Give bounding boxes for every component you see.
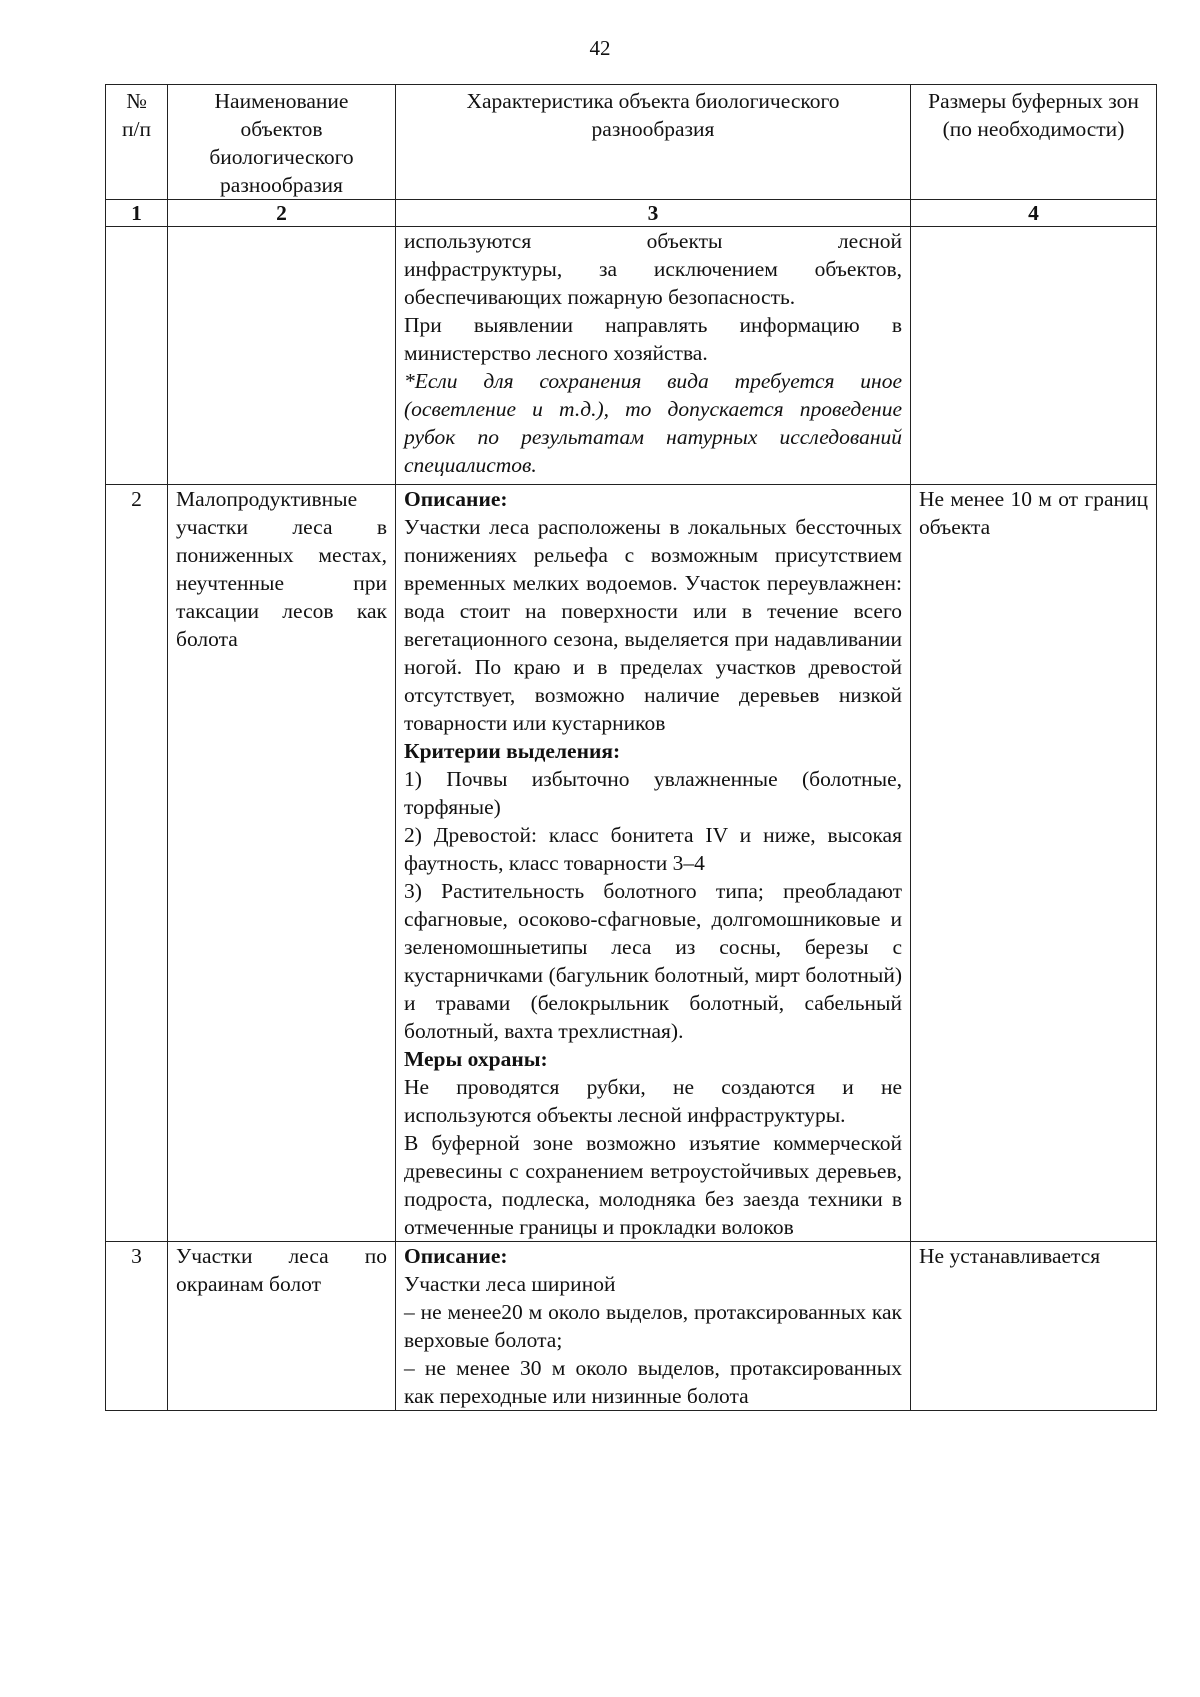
column-number: 1 bbox=[106, 200, 168, 227]
table-row-3 bbox=[106, 1242, 1157, 1411]
description-heading: Описание: bbox=[404, 1244, 508, 1268]
characteristics-cell bbox=[396, 485, 911, 1242]
criteria-heading: Критерии выделения: bbox=[404, 739, 621, 763]
table-row-2 bbox=[106, 485, 1157, 1242]
object-name: Участки леса по окраинам болот bbox=[168, 1242, 396, 1411]
continuation-line2: инфраструктуры, за исключением объектов, обеспечивающих пожарную безопасность. bbox=[404, 257, 902, 309]
header-object-name: Наименование объектов биологического разнообразия bbox=[168, 85, 396, 200]
characteristics-cell bbox=[396, 227, 911, 485]
measure-2: В буферной зоне возможно изъятие коммерческой древесины с сохранением ветроустойчивых деревьев, подроста, подлеска, молодняка без заезда техники в отмеченные границы и прокладки волоков bbox=[404, 1131, 902, 1239]
header-buffer-zones: Размеры буферных зон (по необходимости) bbox=[911, 85, 1157, 200]
description-line1: Участки леса шириной bbox=[404, 1272, 616, 1296]
table-row-continuation bbox=[106, 227, 1157, 485]
measures-heading: Меры охраны: bbox=[404, 1047, 548, 1071]
column-number: 2 bbox=[168, 200, 396, 227]
description-heading: Описание: bbox=[404, 487, 508, 511]
table-header-row bbox=[106, 85, 1157, 200]
header-number: № п/п bbox=[106, 85, 168, 200]
continuation-line1: используются объекты лесной bbox=[404, 229, 902, 253]
description-text: Участки леса расположены в локальных бессточных понижениях рельефа с возможным присутствием временных мелких водоемов. Участок переувлажнен: вода стоит на поверхности или в течение всего вегетационного сезона, выделяется при надавливании ногой. По краю и в пределах участков древостой отсутствует, возможно наличие деревьев низкой товарности или кустарников bbox=[404, 515, 902, 735]
column-number: 4 bbox=[911, 200, 1157, 227]
object-name-cell bbox=[168, 227, 396, 485]
continuation-para2: При выявлении направлять информацию в министерство лесного хозяйства. bbox=[404, 313, 902, 365]
biodiversity-table bbox=[105, 84, 1157, 1411]
description-item-2: – не менее 30 м около выделов, протаксированных как переходные или низинные болота bbox=[404, 1356, 902, 1408]
continuation-note: *Если для сохранения вида требуется иное (осветление и т.д.), то допускается проведение рубок по результатам натурных исследований специалистов. bbox=[404, 369, 902, 477]
buffer-cell bbox=[911, 227, 1157, 485]
measure-1: Не проводятся рубки, не создаются и не используются объекты лесной инфраструктуры. bbox=[404, 1075, 902, 1127]
object-name: Малопродуктивные участки леса в пониженных местах, неучтенные при таксации лесов как болота bbox=[168, 485, 396, 1242]
buffer-size: Не менее 10 м от границ объекта bbox=[911, 485, 1157, 1242]
header-characteristics: Характеристика объекта биологического разнообразия bbox=[396, 85, 911, 200]
criterion-3: 3) Растительность болотного типа; преобладают сфагновые, осоково-сфагновые, долгомошниковые и зеленомошныетипы леса из сосны, березы с кустарничками (багульник болотный, мирт болотный) и травами (белокрыльник болотный, сабельный болотный, вахта трехлистная). bbox=[404, 879, 902, 1043]
page-number: 42 bbox=[589, 36, 611, 60]
row-number: 2 bbox=[106, 485, 168, 1242]
column-number: 3 bbox=[396, 200, 911, 227]
buffer-size: Не устанавливается bbox=[911, 1242, 1157, 1411]
row-number-cell bbox=[106, 227, 168, 485]
characteristics-cell bbox=[396, 1242, 911, 1411]
description-item-1: – не менее20 м около выделов, протаксированных как верховые болота; bbox=[404, 1300, 902, 1352]
criterion-1: 1) Почвы избыточно увлажненные (болотные, торфяные) bbox=[404, 767, 902, 819]
column-number-row bbox=[106, 200, 1157, 227]
criterion-2: 2) Древостой: класс бонитета IV и ниже, высокая фаутность, класс товарности 3–4 bbox=[404, 823, 902, 875]
row-number: 3 bbox=[106, 1242, 168, 1411]
